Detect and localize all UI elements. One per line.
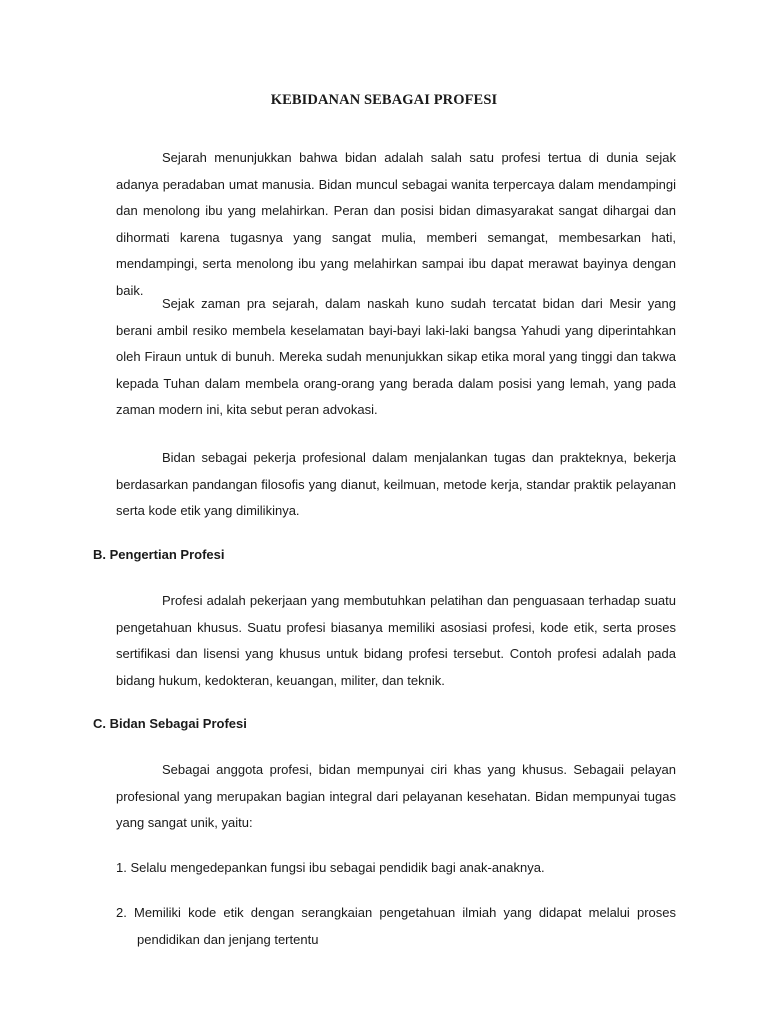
list-item-2: 2. Memiliki kode etik dengan serangkaian pengetahuan ilmiah yang didapat melalui proses pendidikan dan jenjang tertentu xyxy=(116,905,676,947)
list-item-1: 1. Selalu mengedepankan fungsi ibu sebagai pendidik bagi anak-anaknya. xyxy=(116,860,545,875)
section-b-heading: B. Pengertian Profesi xyxy=(93,547,225,562)
section-b-paragraph: Profesi adalah pekerjaan yang membutuhkan pelatihan dan penguasaan terhadap suatu pengetahuan khusus. Suatu profesi biasanya memiliki asosiasi profesi, kode etik, serta proses sertifikasi dan lisensi yang khusus untuk bidang profesi tersebut. Contoh profesi adalah pada bidang hukum, kedokteran, keuangan, militer, dan teknik. xyxy=(116,593,676,688)
section-c-heading: C. Bidan Sebagai Profesi xyxy=(93,716,247,731)
document-title: KEBIDANAN SEBAGAI PROFESI xyxy=(270,92,498,108)
intro-paragraph-1: Sejarah menunjukkan bahwa bidan adalah salah satu profesi tertua di dunia sejak adanya peradaban umat manusia. Bidan muncul sebagai wanita terpercaya dalam mendampingi dan menolong ibu yang melahirkan. Peran dan posisi bidan dimasyarakat sangat dihargai dan dihormati karena tugasnya yang sangat mulia, memberi semangat, membesarkan hati, mendampingi, serta menolong ibu yang melahirkan sampai ibu dapat merawat bayinya dengan baik. xyxy=(116,150,676,298)
intro-paragraph-2: Sejak zaman pra sejarah, dalam naskah kuno sudah tercatat bidan dari Mesir yang berani ambil resiko membela keselamatan bayi-bayi laki-laki bangsa Yahudi yang diperintahkan oleh Firaun untuk di bunuh. Mereka sudah menunjukkan sikap etika moral yang tinggi dan takwa kepada Tuhan dalam membela orang-orang yang berada dalam posisi yang lemah, yang pada zaman modern ini, kita sebut peran advokasi. xyxy=(116,296,676,417)
section-c-paragraph: Sebagai anggota profesi, bidan mempunyai ciri khas yang khusus. Sebagaii pelayan profesional yang merupakan bagian integral dari pelayanan kesehatan. Bidan mempunyai tugas yang sangat unik, yaitu: xyxy=(116,762,676,830)
intro-paragraph-3: Bidan sebagai pekerja profesional dalam menjalankan tugas dan prakteknya, bekerja berdasarkan pandangan filosofis yang dianut, keilmuan, metode kerja, standar praktik pelayanan serta kode etik yang dimilikinya. xyxy=(116,450,676,518)
